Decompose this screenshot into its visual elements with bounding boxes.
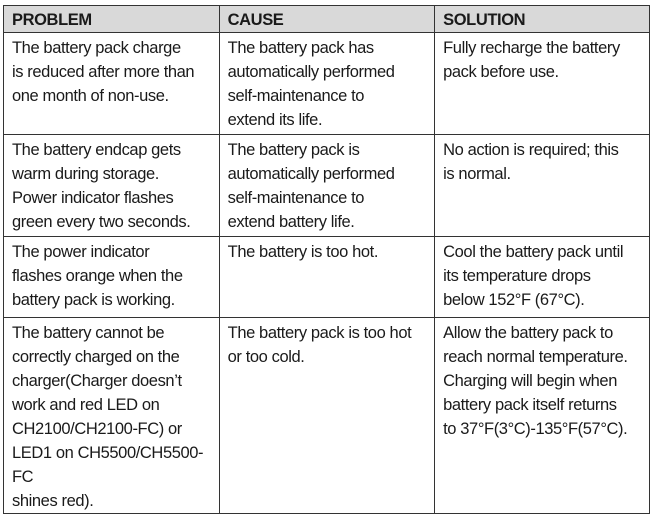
cause-cell: The battery pack has automatically performed self-maintenance to extend its life. <box>219 33 434 135</box>
table-row <box>4 318 650 514</box>
troubleshooting-table <box>3 5 650 514</box>
header-problem: PROBLEM <box>4 6 220 33</box>
solution-cell: Cool the battery pack until its temperature drops below 152°F (67°C). <box>435 237 650 318</box>
header-solution: SOLUTION <box>435 6 650 33</box>
solution-cell: No action is required; this is normal. <box>435 135 650 237</box>
solution-cell: Fully recharge the battery pack before use. <box>435 33 650 135</box>
table-row <box>4 237 650 318</box>
cause-cell: The battery is too hot. <box>219 237 434 318</box>
table-row <box>4 135 650 237</box>
problem-cell: The battery endcap gets warm during storage. Power indicator flashes green every two seconds. <box>4 135 220 237</box>
cause-cell: The battery pack is too hot or too cold. <box>219 318 434 514</box>
problem-cell: The power indicator flashes orange when the battery pack is working. <box>4 237 220 318</box>
solution-cell: Allow the battery pack to reach normal temperature. Charging will begin when battery pack itself returns to 37°F(3°C)-135°F(57°C). <box>435 318 650 514</box>
table-row <box>4 33 650 135</box>
header-row <box>4 6 650 33</box>
problem-cell: The battery pack charge is reduced after more than one month of non-use. <box>4 33 220 135</box>
cause-cell: The battery pack is automatically performed self-maintenance to extend battery life. <box>219 135 434 237</box>
problem-cell: The battery cannot be correctly charged on the charger(Charger doesn’t work and red LED on CH2100/CH2100-FC) or LED1 on CH5500/CH5500-FC shines red). <box>4 318 220 514</box>
header-cause: CAUSE <box>219 6 434 33</box>
